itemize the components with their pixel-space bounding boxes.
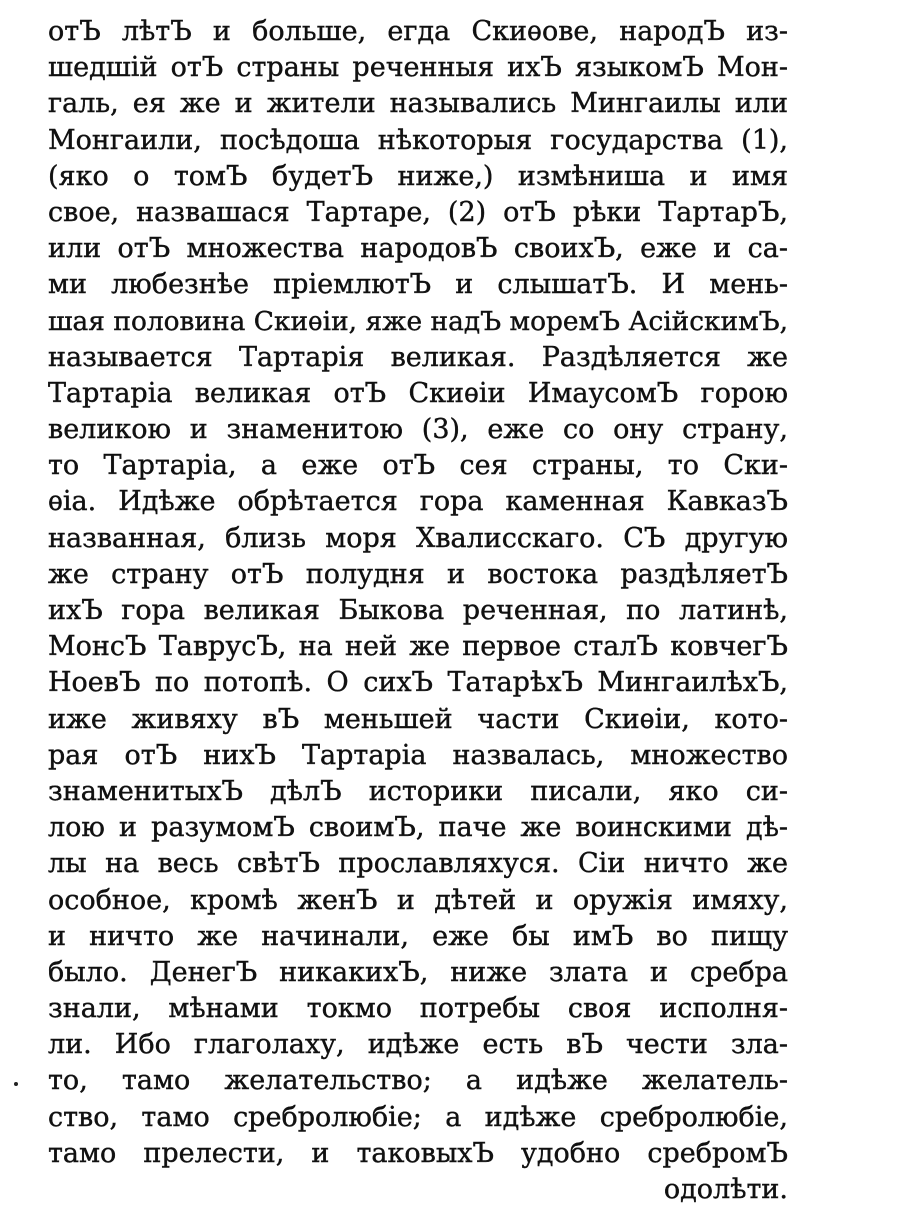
text-line: рая отЪ нихЪ Тартарiа назвалась, множество (48, 739, 788, 771)
text-line: ихЪ гора великая Быкова реченная, по латинѣ, (48, 595, 788, 626)
text-line: (яко о томЪ будетЪ ниже,) измѣниша и имя (48, 160, 788, 192)
text-line: тамо прелести, и таковыхЪ удобно сребромЪ (48, 1137, 788, 1169)
text-line: особное, кромѣ женЪ и дѣтей и оружiя имяху, (48, 884, 788, 916)
text-line: знали, мѣнами токмо потребы своя исполня- (48, 993, 788, 1025)
text-line: то Тартарiа, а еже отЪ сея страны, то Ски- (48, 450, 788, 482)
text-line: Монгаили, посѣдоша нѣкоторыя государства (1), (48, 124, 788, 156)
text-line: названная, близь моря Хвалисскаго. СЪ другую (48, 522, 788, 554)
ink-speck (14, 1082, 18, 1086)
text-line: же страну отЪ полудня и востока раздѣляетЪ (48, 558, 788, 590)
text-line: называется Тартарiя великая. Раздѣляется же (48, 341, 788, 373)
text-line: ли. Ибо глаголаху, идѣже есть вЪ чести зла- (48, 1029, 788, 1061)
text-line: и ничто же начинали, еже бы имЪ во пищу (48, 920, 788, 952)
text-line: МонсЪ ТаврусЪ, на ней же первое сталЪ ковчегЪ (48, 631, 788, 663)
text-line: Тартарiа великая отЪ Скиѳiи ИмаусомЪ горою (48, 377, 788, 409)
text-line: или отЪ множества народовЪ своихЪ, еже и са- (48, 233, 788, 265)
text-line: отЪ лѣтЪ и больше, егда Скиѳове, народЪ из- (48, 16, 788, 47)
text-line: ми любезнѣе прiемлютЪ и слышатЪ. И мень- (48, 269, 788, 301)
text-line: свое, назвашася Тартаре, (2) отЪ рѣки ТартарЪ, (48, 196, 788, 228)
text-line: ство, тамо сребролюбiе; а идѣже сребролюбiе, (48, 1101, 788, 1133)
text-line: НоевЪ по потопѣ. О сихЪ ТатарѣхЪ МингаилѣхЪ, (48, 667, 788, 699)
text-line: то, тамо желательство; а идѣже желатель- (48, 1065, 788, 1097)
text-line: шая половина Скиѳiи, яже надЪ моремЪ АсiйскимЪ, (48, 305, 788, 337)
text-line: великою и знаменитою (3), еже со ону страну, (48, 414, 788, 446)
text-line: шедшiй отЪ страны реченныя ихЪ языкомЪ Мон- (48, 52, 788, 84)
text-line: лы на весь свѣтЪ прославляхуся. Сiи ничто же (48, 848, 788, 880)
text-line: было. ДенегЪ никакихЪ, ниже злата и сребра (48, 956, 788, 988)
text-line-last: одолѣти. (663, 1174, 788, 1205)
text-line: ѳiа. Идѣже обрѣтается гора каменная КавказЪ (48, 486, 788, 518)
text-line: лою и разумомЪ своимЪ, паче же воинскими дѣ- (48, 812, 788, 844)
text-line: галь, ея же и жители назывались Мингаилы или (48, 88, 788, 120)
text-line: знаменитыхЪ дѣлЪ историки писали, яко си- (48, 775, 788, 807)
text-line: иже живяху вЪ меньшей части Скиѳiи, кото- (48, 703, 788, 735)
body-text (48, 14, 788, 1208)
